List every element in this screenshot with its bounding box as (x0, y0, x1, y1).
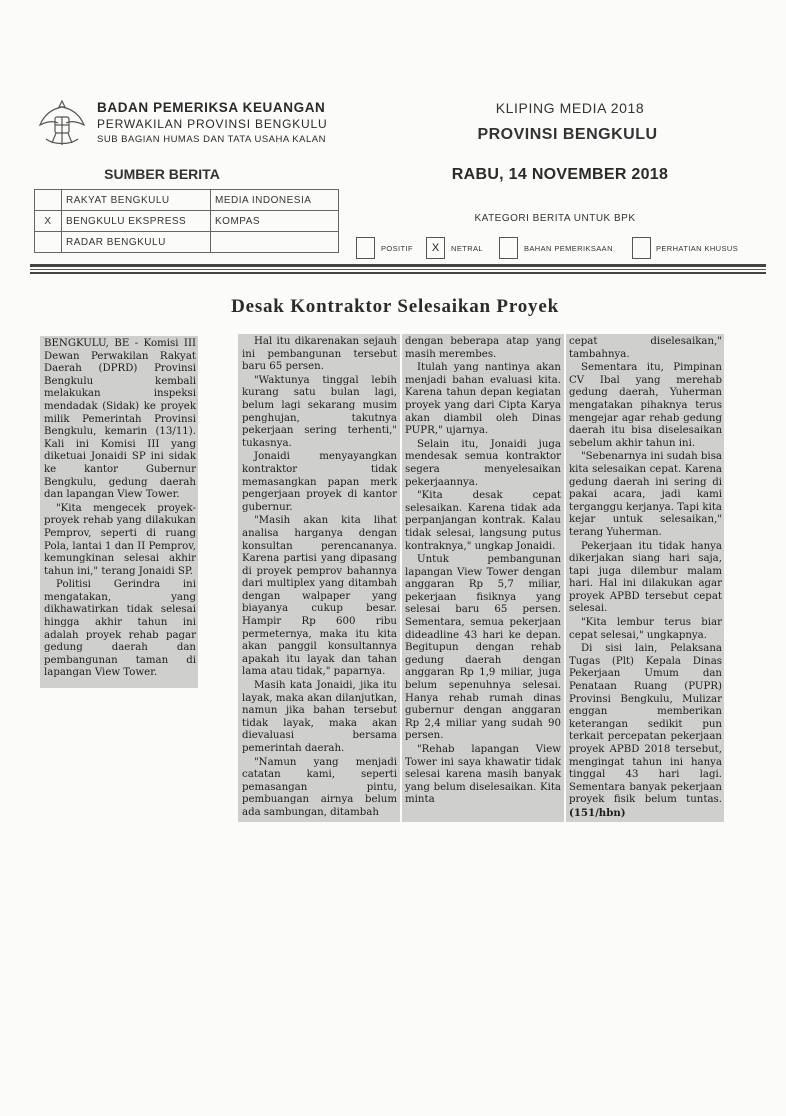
paragraph: Untuk pembangunan lapangan View Tower dengan anggaran Rp 5,7 miliar, pekerjaan fisiknya yang selesai baru 65 persen. Sementara, semua pekerjaan dideadline 43 hari ke depan. Begitupun dengan rehab gedung daerah dengan anggaran Rp 1,9 miliar, juga belum sepenuhnya selesai. Hanya rehab rumah dinas gubernur dengan anggaran Rp 2,4 miliar yang sudah 90 persen. (405, 554, 561, 742)
category-checkbox-netral: X (426, 237, 445, 259)
source-name: RADAR BENGKULU (62, 232, 211, 253)
source-name: MEDIA INDONESIA (211, 190, 339, 211)
header-divider (30, 269, 766, 270)
article-column-2 (242, 336, 397, 821)
source-mark: X (35, 211, 62, 232)
header-divider (30, 264, 766, 267)
paragraph: Masih kata Jonaidi, jika itu layak, maka akan dilanjutkan, namun jika bahan tersebut tidak layak, maka akan dievaluasi bersama pemerintah daerah. (242, 680, 397, 754)
category-heading: KATEGORI BERITA UNTUK BPK (474, 213, 636, 224)
source-row (35, 190, 339, 211)
category-checkbox-bahan (499, 237, 518, 259)
paragraph: "Kita mengecek proyek-proyek rehab yang dilakukan Pemprov, seperti di ruang Pola, lantai 1 dan II Pemprov, kemungkinan selesai akhir tahun ini," terang Jonaidi SP. (44, 502, 196, 577)
paragraph: dengan beberapa atap yang masih merembes. (405, 336, 561, 360)
org-name: BADAN PEMERIKSA KEUANGAN (97, 100, 326, 115)
paragraph-text: Di sisi lain, Pelaksana Tugas (Plt) Kepala Dinas Pekerjaan Umum dan Penataan Ruang (PUPR) Provinsi Bengkulu, Mulizar enggan memberikan keterangan sedikit pun terkait percepatan pekerjaan proyek APBD 2018 tersebut, mengingat tahun ini hanya tinggal 43 hari lagi. Sementara banyak pekerjaan proyek fisik belum tuntas. (569, 643, 722, 806)
paragraph: "Kita desak cepat selesaikan. Karena tidak ada perpanjangan kontrak. Kalau tidak selesai, langsung putus kontraknya," ungkap Jonaidi. (405, 490, 561, 552)
paragraph: BENGKULU, BE - Komisi III Dewan Perwakilan Rakyat Daerah (DPRD) Provinsi Bengkulu kembali melakukan inspeksi mendadak (Sidak) ke proyek milik Pemerintah Provinsi Bengkulu, kemarin (13/11). Kali ini Komisi III yang diketuai Jonaidi SP ini sidak ke kantor Gubernur Bengkulu, gedung daerah dan lapangan View Tower. (44, 338, 196, 501)
article-column-1 (44, 338, 196, 681)
category-checkbox-positif (356, 237, 375, 259)
category-checkbox-perhatian (632, 237, 651, 259)
category-label-bahan: BAHAN PEMERIKSAAN (524, 244, 613, 253)
paragraph: Selain itu, Jonaidi juga mendesak semua kontraktor segera menyelesaikan pekerjaannya. (405, 438, 561, 488)
date-heading: RABU, 14 NOVEMBER 2018 (451, 166, 669, 183)
category-label-perhatian: PERHATIAN KHUSUS (656, 244, 739, 253)
source-heading: SUMBER BERITA (104, 166, 220, 182)
paragraph (569, 643, 722, 820)
paragraph: "Waktunya tinggal lebih kurang satu bulan lagi, belum lagi sekarang musim penghujan, takutnya pekerjaan sering terhenti," tukasnya. (242, 374, 397, 449)
org-region: PERWAKILAN PROVINSI BENGKULU (97, 117, 328, 131)
source-name (211, 232, 339, 253)
kliping-title: KLIPING MEDIA 2018 (495, 100, 645, 116)
article-column-3 (405, 336, 561, 808)
paragraph: Jonaidi menyayangkan kontraktor tidak memasangkan papan merk pengerjaan proyek di kantor gubernur. (242, 451, 397, 513)
org-subdivision: SUB BAGIAN HUMAS DAN TATA USAHA KALAN (97, 134, 326, 145)
article-headline: Desak Kontraktor Selesaikan Proyek (231, 296, 559, 317)
paragraph: Politisi Gerindra ini mengatakan, yang dikhawatirkan tidak selesai hingga akhir tahun ini adalah proyek rehab pagar gedung daerah dan pembangunan taman di lapangan View Tower. (44, 579, 196, 679)
source-mark (35, 232, 62, 253)
paragraph: cepat diselesaikan," tambahnya. (569, 336, 722, 360)
source-mark (35, 190, 62, 211)
category-label-netral: NETRAL (451, 244, 483, 253)
paragraph: "Namun yang menjadi catatan kami, seperti pemasangan pintu, pembuangan airnya belum ada sambungan, ditambah (242, 756, 397, 818)
author-signature: (151/hbn) (569, 806, 626, 819)
source-row (35, 232, 339, 253)
paragraph: Sementara itu, Pimpinan CV Ibal yang merehab gedung daerah, Yuherman mengatakan pihaknya terus mengejar agar rehab gedung daerah itu bisa diselesaikan sebelum akhir tahun ini. (569, 362, 722, 449)
source-table (34, 189, 339, 253)
article-column-4 (569, 336, 722, 822)
garuda-emblem-icon (34, 95, 90, 151)
paragraph: Pekerjaan itu tidak hanya dikerjakan siang hari saja, tapi juga dilembur malam hari. Hal ini dilakukan agar proyek APBD tersebut cepat selesai. (569, 540, 722, 615)
source-row (35, 211, 339, 232)
source-name: KOMPAS (211, 211, 339, 232)
header-divider (30, 272, 766, 274)
paragraph: Hal itu dikarenakan sejauh ini pembangunan tersebut baru 65 persen. (242, 336, 397, 373)
paragraph: "Sebenarnya ini sudah bisa kita selesaikan cepat. Karena gedung daerah ini sering di pakai acara, jadi kami terganggu kerjanya. Tapi kita kejar untuk selesaikan," terang Yuherman. (569, 451, 722, 538)
paragraph: "Masih akan kita lihat analisa harganya dengan konsultan perencananya. Karena partisi yang dipasang di proyek pemprov bahannya dari multiplex yang ditambah dengan walpaper yang biayanya cukup besar. Hampir Rp 600 ribu permeternya, maka itu kita akan panggil konsultannya apakah itu layak dan tahan lama atau tidak," paparnya. (242, 515, 397, 678)
paragraph: "Kita lembur terus biar cepat selesai," ungkapnya. (569, 617, 722, 641)
paragraph: "Rehab lapangan View Tower ini saya khawatir tidak selesai karena masih banyak yang belum diselesaikan. Kita minta (405, 744, 561, 806)
paragraph: Itulah yang nantinya akan menjadi bahan evaluasi kita. Karena tahun depan kegiatan proyek yang dari Cipta Karya akan diambil oleh Dinas PUPR," ujarnya. (405, 362, 561, 437)
province-title: PROVINSI BENGKULU (477, 126, 658, 143)
source-name: BENGKULU EKSPRESS (62, 211, 211, 232)
category-label-positif: POSITIF (381, 244, 413, 253)
source-name: RAKYAT BENGKULU (62, 190, 211, 211)
